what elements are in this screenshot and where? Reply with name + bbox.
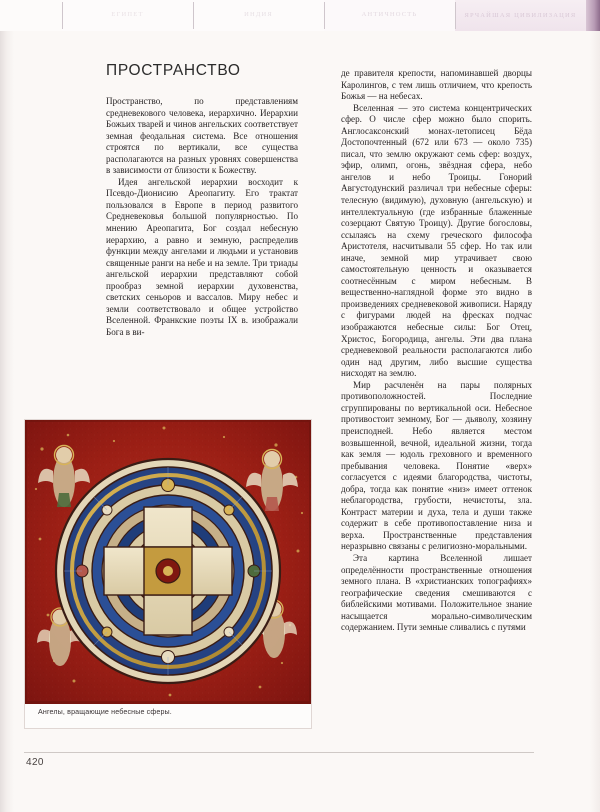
figure-block (24, 419, 312, 729)
header-tab-1[interactable] (62, 0, 193, 31)
paragraph: Идея ангельской иерархии восходит к Псевдо-Дионисию Ареопагиту. Его трактат пользовался в Европе в период развитого Средневековья большой популярностью. По мнению Ареопагита, Бог создал небесную иерархию, а равно и земную, распределив функции между ангелами и людьми и установив священные ранги на небе и на земле. Три триады ангельской иерархии представляют собой прообраз земной иерархии духовенства, светских сеньоров и вассалов. Миру небес и земли соответствовало и общее устройство Вселенной. Франкские поэты IX в. изображали Бога в ви- (106, 176, 298, 337)
page-title: ПРОСТРАНСТВО (106, 62, 241, 79)
header-tab-3-label: АНТИЧНОСТЬ (361, 11, 418, 19)
header-tab-1-label: ЕГИПЕТ (111, 11, 144, 19)
body-text-right-column (341, 68, 532, 634)
paragraph: Эта картина Вселенной лишает определённости пространственные отношения земного плана. В «христианских топографиях» географические сведения смешиваются с библейскими мотивами. Положительное знание насыщается морально-символическим содержанием. Пути земные сливались с путями (341, 552, 532, 633)
paragraph: Мир расчленён на пары полярных противоположностей. Последние сгруппированы по вертикальной оси. Небесное противостоит земному, Бог — дьяволу, хозяину преисподней. Небо является местом возвышенной, вечной, идеальной жизни, тогда как земля — юдоль греховного и временного пребывания человека. Понятие «верх» согласуется с идеями благородства, чистоты, добра, тогда как понятие «низ» имеет оттенок неблагородства, грубости, нечистоты, зла. Контраст материи и духа, тела и души также содержит в себе противопоставление низа и верха. Пространственные представления неразрывно связаны с религиозно-моральными. (341, 379, 532, 552)
running-header (0, 0, 600, 31)
header-tab-3[interactable] (324, 0, 455, 31)
body-text-left-column (106, 96, 298, 338)
page-gutter-shadow (0, 0, 14, 812)
header-tab-2-label: ИНДИЯ (244, 11, 273, 19)
header-tab-2[interactable] (193, 0, 324, 31)
header-edge-cap (586, 0, 600, 31)
header-tab-4-label: ЯРЧАЙШАЯ ЦИВИЛИЗАЦИЯ (464, 11, 577, 19)
celestial-spheres-illustration-svg (24, 419, 312, 704)
footer-divider (24, 752, 534, 753)
paragraph: Пространство, по представлениям средневекового человека, иерархично. Иерархии Божьих тварей и чинов ангельских соответствует земная феодальная система. Все отношения строятся по вертикали, все существа располагаются на разных уровнях совершенства в зависимости от близости к Божеству. (106, 96, 298, 176)
medieval-celestial-spheres-miniature (24, 419, 312, 704)
header-spacer (0, 0, 62, 31)
page-right-margin (590, 31, 600, 812)
paragraph: де правителя крепости, напоминавшей дворцы Каролингов, с тем лишь отличием, что крепость Божья — на небесах. (341, 68, 532, 102)
page-number: 420 (26, 757, 44, 768)
figure-caption: Ангелы, вращающие небесные сферы. (38, 708, 172, 716)
paragraph: Вселенная — это система концентрических сфер. О числе сфер можно было спорить. Англосаксонский монах-летописец Бёда Достопочтенный (672 или 673 — около 735) писал, что землю окружают семь сфер: воздух, эфир, олимп, огонь, звёздная сфера, небо ангелов и небо Троицы. Гонорий Августодунский различал три небесные сферы: телесную (видимую), духовную (ангельскую) и интеллектуальную (где избранные блаженные созерцают Святую Троицу). Другие богословы, ссылаясь на схему греческого философа Аристотеля, насчитывали 55 сфер. Но так или иначе, земной мир утрачивает свою самостоятельную ценность и оказывается соотнесённым с миром небесным. В вещественно-наглядной форме это видно в произведениях средневековой живописи. Наряду с фигурами людей на фресках подчас изображаются небесные силы: Бог Отец, Христос, Богородица, ангелы. Эти два плана средневековой реальности располагаются либо один над другим, либо высшие существа нисходят на землю. (341, 102, 532, 379)
header-tab-4-active[interactable] (455, 0, 586, 31)
